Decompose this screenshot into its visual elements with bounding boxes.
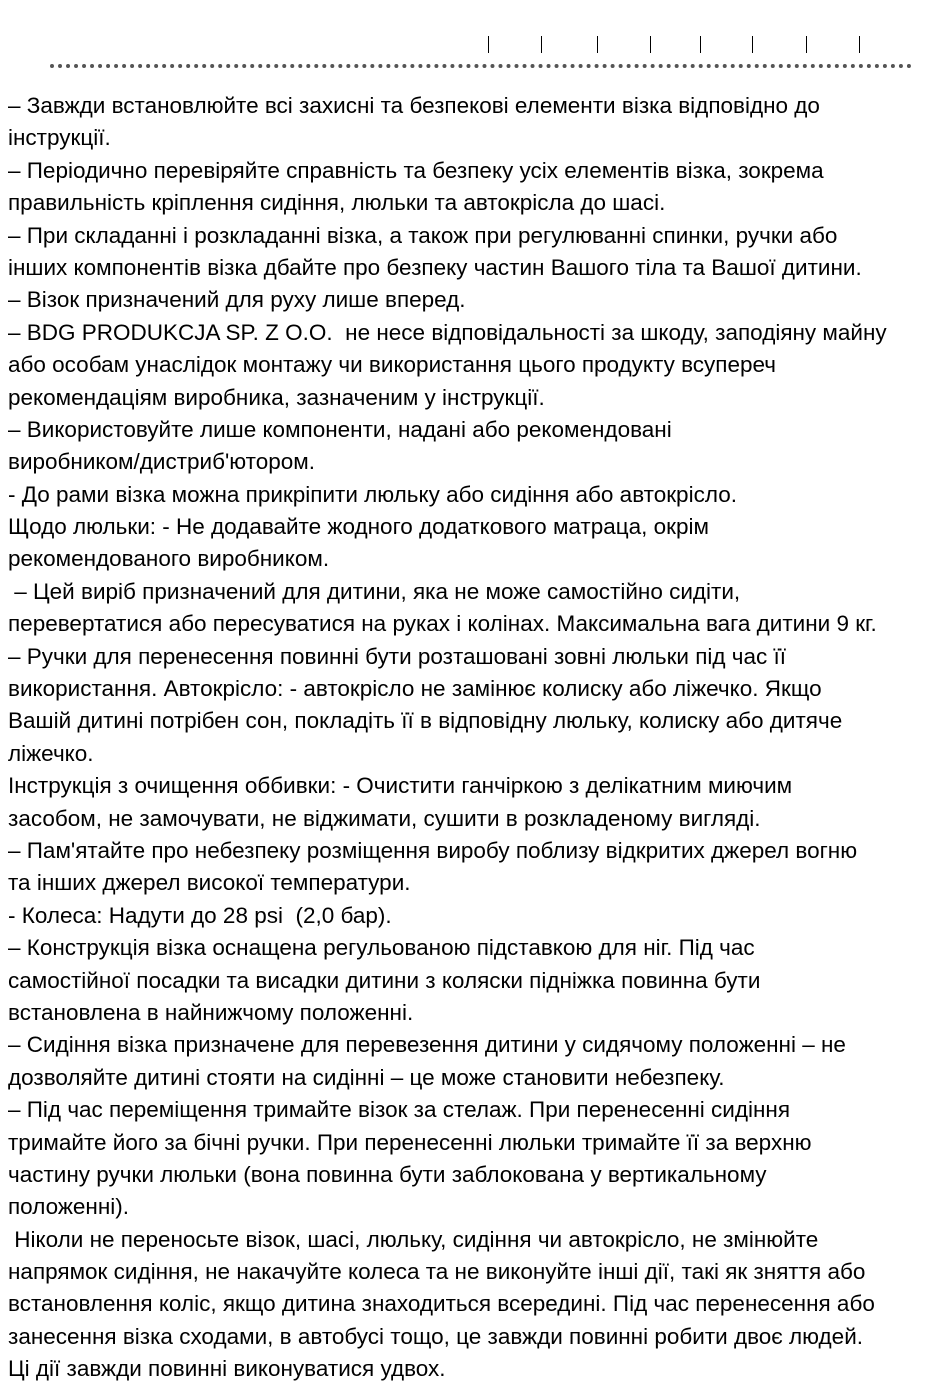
text-line: самостійної посадки та висадки дитини з коляски підніжка повинна бути xyxy=(8,967,761,993)
header-tick xyxy=(806,36,807,53)
text-line: Вашій дитині потрібен сон, покладіть її в відповідну люльку, колиску або дитяче xyxy=(8,708,843,734)
text-line: встановлена в найнижчому положенні. xyxy=(8,999,414,1025)
text-line: Інструкція з очищення оббивки: - Очистити ганчіркою з делікатним миючим xyxy=(8,773,793,799)
text-line: інших компонентів візка дбайте про безпеку частин Вашого тіла та Вашої дитини. xyxy=(8,254,862,280)
text-line: – Завжди встановлюйте всі захисні та безпекові елементи візка відповідно до xyxy=(8,93,820,118)
header-tick xyxy=(541,36,542,53)
header-tick xyxy=(700,36,701,53)
text-line: – При складанні і розкладанні візка, а також при регулюванні спинки, ручки або xyxy=(8,222,838,248)
header-tick xyxy=(488,36,489,53)
header-tick-marks xyxy=(0,36,950,56)
instructions-text xyxy=(8,90,944,1386)
text-line: - До рами візка можна прикріпити люльку або сидіння або автокрісло. xyxy=(8,481,737,507)
header-tick xyxy=(859,36,860,53)
text-line: – Конструкція візка оснащена регульованою підставкою для ніг. Під час xyxy=(8,935,755,961)
text-line: - Колеса: Надути до 28 psi (2,0 бар). xyxy=(8,902,392,928)
text-line: або особам унаслідок монтажу чи використання цього продукту всупереч xyxy=(8,352,776,378)
text-line: рекомендаціям виробника, зазначеним у інструкції. xyxy=(8,384,545,410)
text-line: ліжечко. xyxy=(8,740,94,766)
text-line: перевертатися або пересуватися на руках і колінах. Максимальна вага дитини 9 кг. xyxy=(8,611,877,637)
text-line: – Використовуйте лише компоненти, надані або рекомендовані xyxy=(8,416,672,442)
text-line: та інших джерел високої температури. xyxy=(8,870,411,896)
text-line: – Під час переміщення тримайте візок за стелаж. При перенесенні сидіння xyxy=(8,1097,791,1123)
text-line: – Періодично перевіряйте справність та безпеку усіх елементів візка, зокрема xyxy=(8,157,824,183)
header-tick xyxy=(597,36,598,53)
text-line: занесення візка сходами, в автобусі тощо, це завжди повинні робити двоє людей. xyxy=(8,1323,864,1349)
text-line: дозволяйте дитині стояти на сидінні – це може становити небезпеку. xyxy=(8,1064,725,1090)
text-line: – Пам'ятайте про небезпеку розміщення виробу поблизу відкритих джерел вогню xyxy=(8,837,858,863)
text-line: – BDG PRODUKCJA SP. Z O.O. не несе відповідальності за шкоду, заподіяну майну xyxy=(8,319,887,345)
text-line: Ці дії завжди повинні виконуватися удвох. xyxy=(8,1356,446,1382)
text-line: частину ручки люльки (вона повинна бути заблокована у вертикальному xyxy=(8,1161,767,1187)
dotted-separator xyxy=(50,64,912,68)
text-line: рекомендованого виробником. xyxy=(8,546,330,572)
text-line: встановлення коліс, якщо дитина знаходиться всередині. Під час перенесення або xyxy=(8,1291,875,1317)
text-line: – Цей виріб призначений для дитини, яка не може самостійно сидіти, xyxy=(8,578,741,604)
text-line: засобом, не замочувати, не віджимати, сушити в розкладеному вигляді. xyxy=(8,805,761,831)
text-line: – Ручки для перенесення повинні бути розташовані зовні люльки під час її xyxy=(8,643,787,669)
text-line: – Візок призначений для руху лише вперед. xyxy=(8,287,466,313)
text-line: тримайте його за бічні ручки. При перенесенні люльки тримайте її за верхню xyxy=(8,1129,812,1155)
header-tick xyxy=(650,36,651,53)
header-tick xyxy=(752,36,753,53)
text-line: напрямок сидіння, не накачуйте колеса та не виконуйте інші дії, такі як зняття або xyxy=(8,1259,866,1285)
text-line: інструкції. xyxy=(8,125,111,151)
text-line: використання. Автокрісло: - автокрісло не замінює колиску або ліжечко. Якщо xyxy=(8,676,822,702)
text-line: Щодо люльки: - Не додавайте жодного додаткового матраца, окрім xyxy=(8,514,710,540)
text-line: правильність кріплення сидіння, люльки та автокрісла до шасі. xyxy=(8,190,666,216)
text-line: – Сидіння візка призначене для перевезення дитини у сидячому положенні – не xyxy=(8,1032,846,1058)
text-line: положенні). xyxy=(8,1194,130,1220)
text-line: Ніколи не переносьте візок, шасі, люльку, сидіння чи автокрісло, не змінюйте xyxy=(8,1226,819,1252)
text-line: виробником/дистриб'ютором. xyxy=(8,449,315,475)
